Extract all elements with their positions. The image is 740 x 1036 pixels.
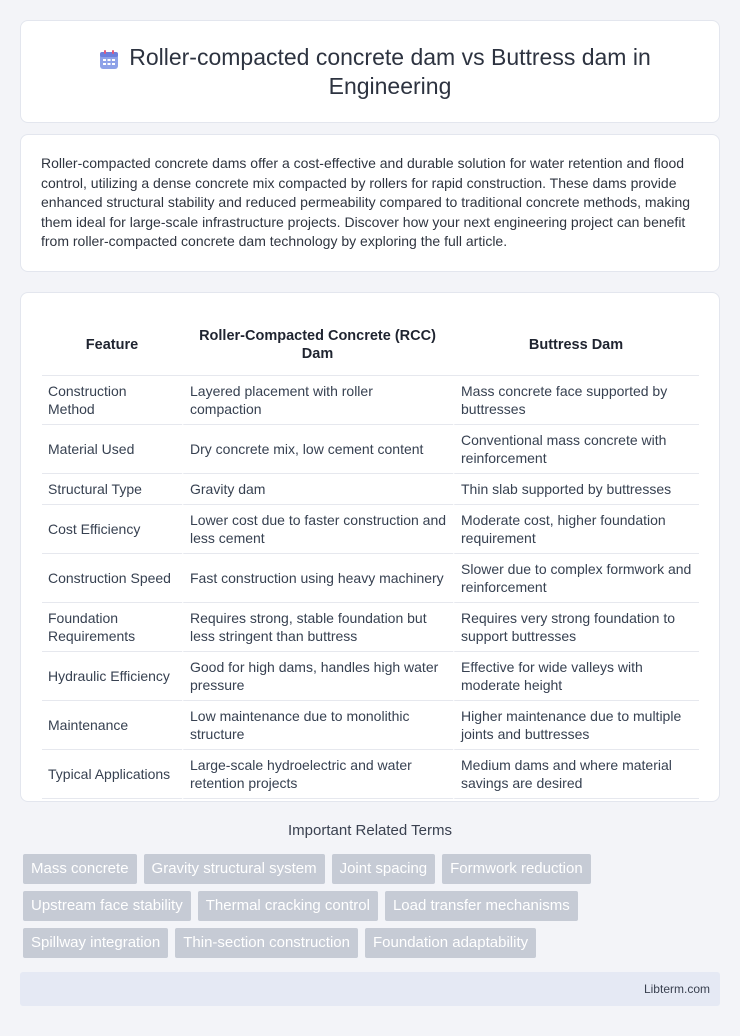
rcc-cell: Large-scale hydroelectric and water retention projects	[182, 750, 453, 799]
feature-cell: Construction Speed	[42, 554, 182, 603]
table-row	[42, 603, 699, 652]
feature-cell: Cost Efficiency	[42, 505, 182, 554]
buttress-cell: Medium dams and where material savings are desired	[453, 750, 699, 799]
term-tag[interactable]: Spillway integration	[23, 928, 168, 958]
page-title: Roller-compacted concrete dam vs Buttress dam in Engineering	[129, 43, 651, 99]
footer	[20, 972, 720, 1006]
table-row	[42, 505, 699, 554]
term-tag[interactable]: Upstream face stability	[23, 891, 191, 921]
term-tag[interactable]: Joint spacing	[332, 854, 436, 884]
tag-row	[23, 854, 723, 884]
feature-cell: Hydraulic Efficiency	[42, 652, 182, 701]
table-row	[42, 701, 699, 750]
related-terms-list	[23, 854, 723, 965]
related-terms-heading: Important Related Terms	[288, 822, 452, 839]
table-row	[42, 750, 699, 799]
footer-site-link[interactable]: Libterm.com	[643, 982, 710, 996]
comparison-table	[42, 313, 699, 799]
rcc-cell: Requires strong, stable foundation but less stringent than buttress	[182, 603, 453, 652]
term-tag[interactable]: Foundation adaptability	[365, 928, 536, 958]
buttress-cell: Moderate cost, higher foundation requirement	[453, 505, 699, 554]
rcc-cell: Low maintenance due to monolithic structure	[182, 701, 453, 750]
rcc-cell: Layered placement with roller compaction	[182, 376, 453, 425]
tag-row	[23, 891, 723, 921]
rcc-cell: Good for high dams, handles high water pressure	[182, 652, 453, 701]
buttress-cell: Effective for wide valleys with moderate height	[453, 652, 699, 701]
rcc-cell: Dry concrete mix, low cement content	[182, 425, 453, 474]
term-tag[interactable]: Formwork reduction	[442, 854, 591, 884]
title-card	[20, 20, 720, 123]
feature-cell: Material Used	[42, 425, 182, 474]
term-tag[interactable]: Load transfer mechanisms	[385, 891, 578, 921]
feature-cell: Construction Method	[42, 376, 182, 425]
buttress-cell: Requires very strong foundation to support buttresses	[453, 603, 699, 652]
buttress-cell: Slower due to complex formwork and reinforcement	[453, 554, 699, 603]
term-tag[interactable]: Thermal cracking control	[198, 891, 378, 921]
table-header-row	[42, 313, 699, 376]
table-row	[42, 376, 699, 425]
table-row	[42, 425, 699, 474]
rcc-cell: Gravity dam	[182, 474, 453, 505]
feature-cell: Structural Type	[42, 474, 182, 505]
buttress-cell: Thin slab supported by buttresses	[453, 474, 699, 505]
header-buttress-dam: Buttress Dam	[453, 313, 699, 376]
term-tag[interactable]: Gravity structural system	[144, 854, 325, 884]
rcc-cell: Lower cost due to faster construction and less cement	[182, 505, 453, 554]
comparison-card	[20, 292, 720, 802]
buttress-cell: Conventional mass concrete with reinforcement	[453, 425, 699, 474]
buttress-cell: Higher maintenance due to multiple joints and buttresses	[453, 701, 699, 750]
header-feature: Feature	[42, 313, 182, 376]
intro-card	[20, 134, 720, 272]
term-tag[interactable]: Thin-section construction	[175, 928, 358, 958]
feature-cell: Typical Applications	[42, 750, 182, 799]
term-tag[interactable]: Mass concrete	[23, 854, 137, 884]
tag-row	[23, 928, 723, 958]
header-rcc-dam: Roller-Compacted Concrete (RCC) Dam	[182, 313, 453, 376]
rcc-cell: Fast construction using heavy machinery	[182, 554, 453, 603]
feature-cell: Maintenance	[42, 701, 182, 750]
intro-text: Roller-compacted concrete dams offer a cost-effective and durable solution for water retention and flood control, utilizing a dense concrete mix compacted by rollers for rapid construction. These dams provide enhanced structural stability and reduced permeability compared to traditional concrete methods, making them ideal for large-scale infrastructure projects. Discover how your next engineering project can benefit from roller-compacted concrete dam technology by exploring the full article.	[41, 155, 691, 250]
buttress-cell: Mass concrete face supported by buttresses	[453, 376, 699, 425]
feature-cell: Foundation Requirements	[42, 603, 182, 652]
table-row	[42, 474, 699, 505]
table-row	[42, 652, 699, 701]
table-row	[42, 554, 699, 603]
